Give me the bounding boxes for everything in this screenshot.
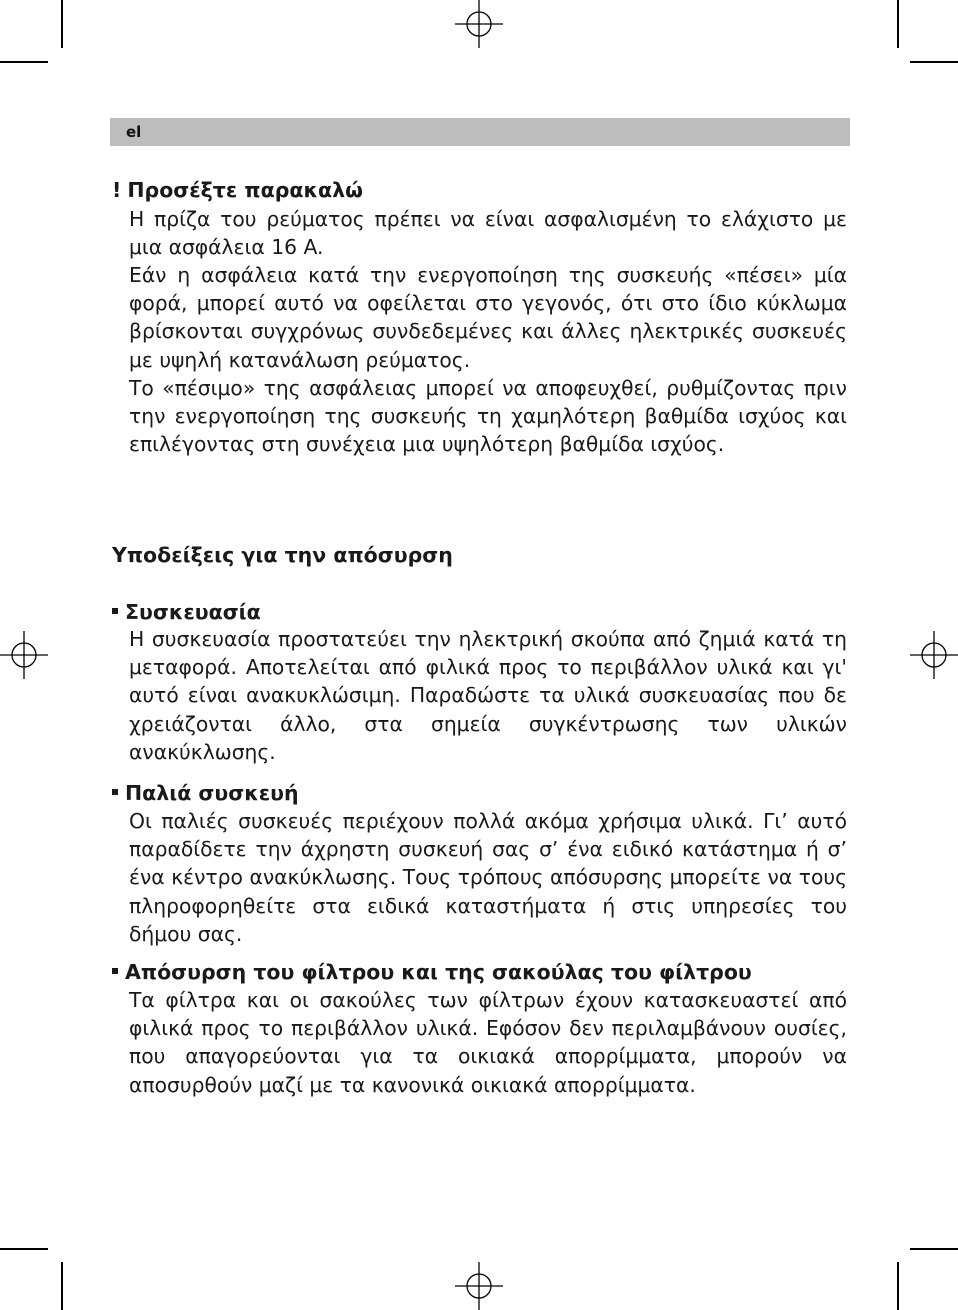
registration-mark-bottom [449,1262,509,1310]
crop-mark-top-left-h [0,61,48,63]
filter-disposal-title: Απόσυρση του φίλτρου και της σακούλας του φίλτρου [125,960,752,984]
notice-heading [112,178,363,202]
notice-paragraph-3: Το «πέσιμο» της ασφάλειας μπορεί να αποφευχθεί, ρυθμίζοντας πριν την ενεργοποίηση της συσκευής τη χαμηλότερη βαθμίδα ισχύος και επιλέγοντας στη συνέχεια μια υψηλότερη βαθμίδα ισχύος. [129,376,847,457]
crop-mark-bottom-left-h [0,1248,48,1250]
registration-mark-left [0,625,48,685]
language-code: el [126,123,142,141]
crop-mark-top-left-v [61,0,63,48]
registration-mark-top [449,0,509,48]
language-header-bar [110,118,850,146]
notice-paragraph-1: Η πρίζα του ρεύματος πρέπει να είναι ασφαλισμένη το ελάχιστο με μια ασφάλεια 16 A. [129,207,847,260]
packaging-title: Συσκευασία [125,600,261,624]
bullet-square-icon [112,789,118,795]
filter-disposal-heading [112,960,752,984]
crop-mark-bottom-right-h [910,1248,958,1250]
old-appliance-text: Οι παλιές συσκευές περιέχουν πολλά ακόμα χρήσιμα υλικά. Γι’ αυτό παραδίδετε την άχρηστη συσκευή σας σ’ ένα ειδικό κατάστημα ή σ’ ένα κέντρο ανακύκλωσης. Τους τρόπους απόσυρσης μπορείτε να τους πληροφορηθείτε στα ειδικά καταστήματα ή στις υπηρεσίες του δήμου σας. [129,809,847,946]
crop-mark-bottom-right-v [897,1262,899,1310]
packaging-text: Η συσκευασία προστατεύει την ηλεκτρική σκούπα από ζημιά κατά τη μεταφορά. Αποτελείται από φιλικά προς το περιβάλλον υλικά και γι' αυτό είναι ανακυκλώσιμη. Παραδώστε τα υλικά συσκευασίας που δε χρειάζονται άλλο, στα σημεία συγκέντρωσης των υλικών ανακύκλωσης. [129,627,847,764]
packaging-heading [112,600,261,624]
notice-paragraph-2: Εάν η ασφάλεια κατά την ενεργοποίηση της συσκευής «πέσει» μία φορά, μπορεί αυτό να οφείλεται στο γεγονός, ότι στο ίδιο κύκλωμα βρίσκονται συγχρόνως συνδεδεμένες και άλλες ηλεκτρικές συσκευές με υψηλή κατανάλωση ρεύματος. [129,263,847,372]
old-appliance-heading [112,781,299,805]
filter-disposal-text: Τα φίλτρα και οι σακούλες των φίλτρων έχουν κατασκευαστεί από φιλικά προς το περιβάλλον υλικά. Εφόσον δεν περιλαμβάνουν ουσίες, που απαγορεύονται για τα οικιακά απορρίμματα, μπορούν να αποσυρθούν μαζί με τα κανονικά οικιακά απορρίμματα. [129,988,847,1097]
crop-mark-top-right-v [897,0,899,48]
warning-exclamation-icon: ! [112,178,122,202]
registration-mark-right [910,625,958,685]
disposal-title: Υποδείξεις για την απόσυρση [112,543,453,567]
notice-title: Προσέξτε παρακαλώ [127,178,363,202]
bullet-square-icon [112,608,118,614]
crop-mark-bottom-left-v [61,1262,63,1310]
crop-mark-top-right-h [910,61,958,63]
bullet-square-icon [112,968,118,974]
old-appliance-title: Παλιά συσκευή [125,781,299,805]
